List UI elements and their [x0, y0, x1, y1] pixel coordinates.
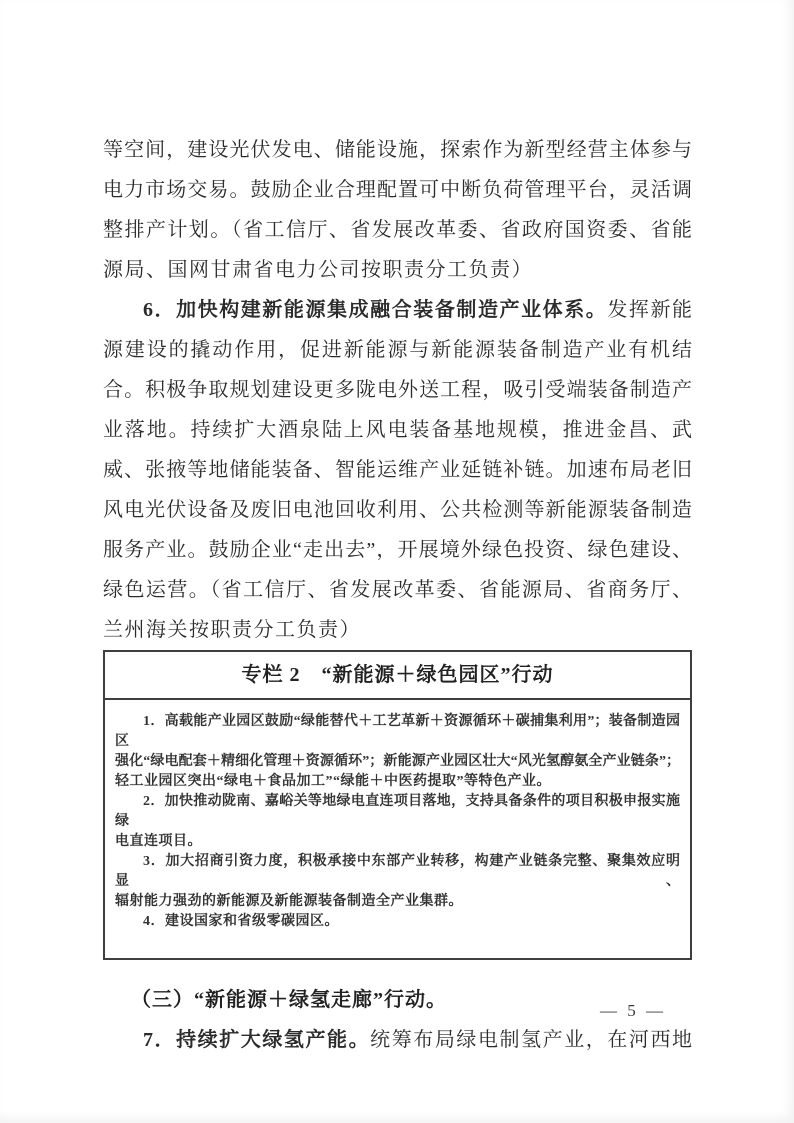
body-line: 源局、国网甘肃省电力公司按职责分工负责）	[103, 259, 533, 281]
body-line: 风电光伏设备及废旧电池回收利用、公共检测等新能源装备制造	[103, 499, 692, 521]
body-line: 电力市场交易。鼓励企业合理配置可中断负荷管理平台，灵活调	[103, 179, 692, 201]
box-item-line: 强化“绿电配套＋精细化管理＋资源循环”；新能源产业园区壮大“风光氢醇氨全产业链条”；	[115, 754, 680, 769]
body-line-paragraph7-start	[103, 1020, 692, 1060]
box-item-line: 1．高载能产业园区鼓励“绿能替代＋工艺革新＋资源循环＋碳捕集利用”；装备制造园区	[115, 714, 680, 749]
section-heading: （三）“新能源＋绿氢走廊”行动。	[131, 989, 447, 1011]
body-line: 业落地。持续扩大酒泉陆上风电装备基地规模，推进金昌、武	[103, 419, 692, 441]
body-line: 整排产计划。（省工信厅、省发展改革委、省政府国资委、省能	[103, 219, 692, 241]
paragraph6-lead-bold: 6．加快构建新能源集成融合装备制造产业体系。	[143, 299, 608, 321]
box-item-line: 辐射能力强劲的新能源及新能源装备制造全产业集群。	[115, 894, 463, 909]
box-item-line: 3．加大招商引资力度，积极承接中东部产业转移，构建产业链条完整、聚集效应明显、	[115, 854, 680, 889]
body-line: 等空间，建设光伏发电、储能设施，探索作为新型经营主体参与	[103, 139, 692, 161]
body-line: 合。积极争取规划建设更多陇电外送工程，吸引受端装备制造产	[103, 379, 692, 401]
box-item-line: 电直连项目。	[115, 834, 202, 849]
body-line: 威、张掖等地储能装备、智能运维产业延链补链。加速布局老旧	[103, 459, 692, 481]
feature-box-title: 专栏 2 “新能源＋绿色园区”行动	[105, 652, 690, 700]
paragraph7-lead-bold: 7．持续扩大绿氢产能。	[143, 1029, 371, 1051]
paragraph6-lead-rest: 发挥新能	[607, 299, 693, 321]
body-line: 绿色运营。（省工信厅、省发展改革委、省能源局、省商务厅、	[103, 579, 692, 601]
body-line: 源建设的撬动作用，促进新能源与新能源装备制造产业有机结	[103, 339, 692, 361]
body-line-paragraph6-start	[103, 290, 692, 330]
box-item-line: 2．加快推动陇南、嘉峪关等地绿电直连项目落地，支持具备条件的项目积极申报实施绿	[115, 794, 680, 829]
document-body	[103, 130, 692, 1060]
paragraph7-lead-rest: 统筹布局绿电制氢产业，在河西地	[370, 1029, 693, 1051]
page-number: — 5 —	[600, 1001, 666, 1020]
box-item-line: 轻工业园区突出“绿电＋食品加工”“绿能＋中医药提取”等特色产业。	[115, 774, 551, 789]
feature-box-body	[105, 700, 690, 958]
box-item-line: 4．建设国家和省级零碳园区。	[143, 914, 339, 929]
body-line: 服务产业。鼓励企业“走出去”，开展境外绿色投资、绿色建设、	[103, 539, 692, 561]
feature-box	[103, 650, 692, 960]
body-line: 兰州海关按职责分工负责）	[103, 619, 361, 641]
